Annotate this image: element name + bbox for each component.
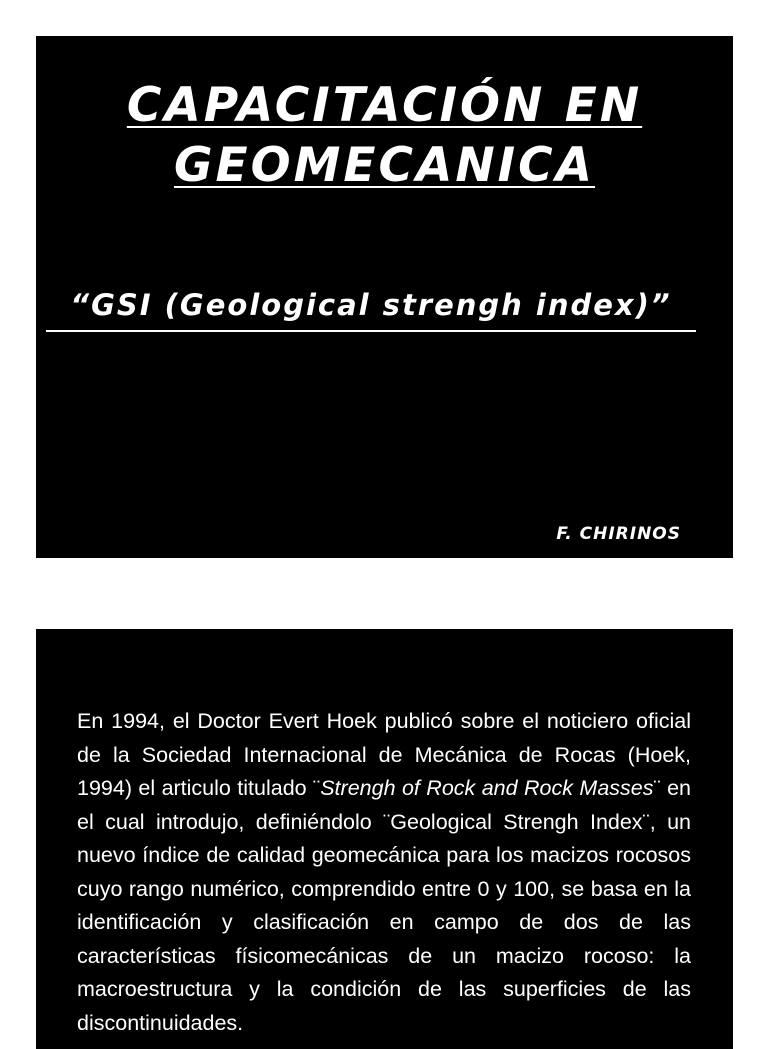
slide-title bbox=[36, 76, 733, 196]
article-title: Strengh of Rock and Rock Masses bbox=[320, 776, 654, 800]
paragraph-text-1: En 1994, el Doctor Evert Hoek publicó sobre el noticiero oficial de la Sociedad Internacional de Mecánica de Rocas (Hoek, 1994) el articulo titulado ¨ bbox=[77, 709, 691, 800]
author-name: F. CHIRINOS bbox=[556, 524, 681, 544]
slide-subtitle: “GSI (Geological strengh index)” bbox=[46, 288, 696, 332]
title-slide bbox=[36, 36, 733, 558]
content-slide bbox=[36, 629, 733, 1049]
title-line-1: CAPACITACIÓN EN bbox=[126, 78, 643, 133]
paragraph-text-2: ¨ en el cual introdujo, definiéndolo ¨Geological Strengh Index¨, un nuevo índice de calidad geomecánica para los macizos rocosos cuyo rango numérico, comprendido entre 0 y 100, se basa en la identificación y clasificación en campo de dos de las características físicomecánicas de un macizo rocoso: la macroestructura y la condición de las superficies de las discontinuidades. bbox=[77, 776, 691, 1035]
body-paragraph bbox=[77, 705, 691, 1040]
title-line-2: GEOMECANICA bbox=[173, 138, 596, 193]
